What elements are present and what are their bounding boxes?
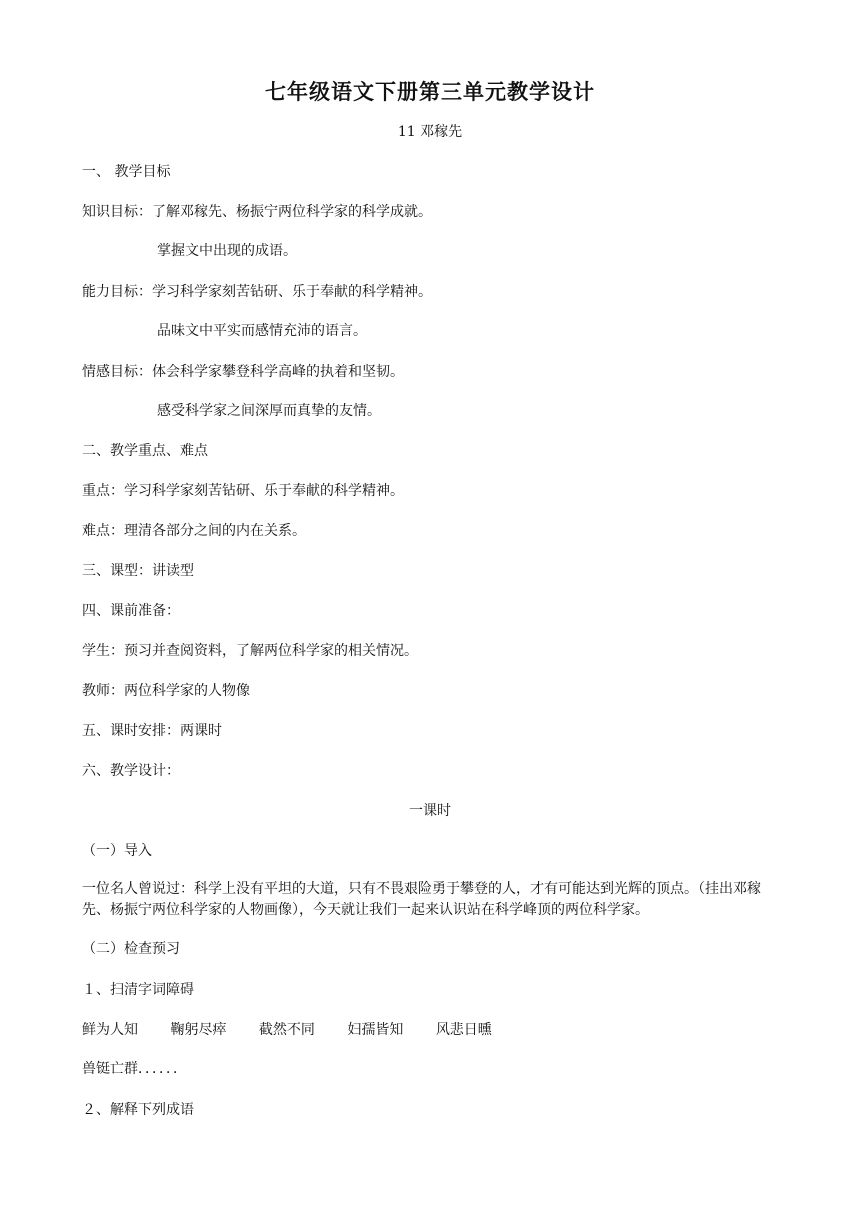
item-explain-idioms: ２、解释下列成语 bbox=[82, 1102, 194, 1118]
idiom-list bbox=[82, 1021, 520, 1039]
section-heading-schedule: 五、课时安排：两课时 bbox=[82, 723, 222, 739]
knowledge-goal: 知识目标：了解邓稼先、杨振宁两位科学家的科学成就。 bbox=[82, 204, 432, 220]
section-heading-objectives: 一、 教学目标 bbox=[82, 164, 171, 180]
idiom: 截然不同 bbox=[258, 1022, 315, 1038]
ability-goal: 能力目标：学习科学家刻苦钻研、乐于奉献的科学精神。 bbox=[82, 284, 432, 300]
item-vocabulary: １、扫清字词障碍 bbox=[82, 982, 194, 998]
idiom: 鲜为人知 bbox=[82, 1022, 138, 1038]
emotion-goal-2: 感受科学家之间深厚而真挚的友情。 bbox=[157, 403, 381, 419]
lesson-subtitle: 11 邓稼先 bbox=[397, 124, 463, 140]
section-heading-design: 六、教学设计： bbox=[82, 763, 180, 779]
lesson-one-heading: 一课时 bbox=[409, 803, 451, 819]
key-point: 重点：学习科学家刻苦钻研、乐于奉献的科学精神。 bbox=[82, 483, 404, 499]
intro-paragraph: 一位名人曾说过：科学上没有平坦的大道，只有不畏艰险勇于攀登的人，才有可能达到光辉的顶点。（挂出邓稼先、杨振宁两位科学家的人物画像），今天就让我们一起来认识站在科学峰顶的两位科学家。 bbox=[82, 881, 761, 918]
knowledge-goal-2: 掌握文中出现的成语。 bbox=[157, 243, 297, 259]
student-preparation: 学生：预习并查阅资料，了解两位科学家的相关情况。 bbox=[82, 643, 418, 659]
idiom: 鞠躬尽瘁 bbox=[170, 1022, 227, 1038]
intro-heading: （一）导入 bbox=[82, 843, 152, 859]
section-heading-key-points: 二、教学重点、难点 bbox=[82, 443, 208, 459]
idiom: 妇孺皆知 bbox=[347, 1022, 404, 1038]
document-title: 七年级语文下册第三单元教学设计 bbox=[265, 80, 595, 104]
idiom-last: 兽铤亡群．．．．．． bbox=[82, 1061, 187, 1077]
teacher-preparation: 教师：两位科学家的人物像 bbox=[82, 683, 250, 699]
section-heading-preparation: 四、课前准备： bbox=[82, 603, 180, 619]
difficult-point: 难点：理清各部分之间的内在关系。 bbox=[82, 523, 306, 539]
idiom: 风悲日曛 bbox=[435, 1022, 492, 1038]
preview-heading: （二）检查预习 bbox=[82, 941, 180, 957]
ability-goal-2: 品味文中平实而感情充沛的语言。 bbox=[157, 323, 367, 339]
section-heading-lesson-type: 三、课型：讲读型 bbox=[82, 563, 194, 579]
emotion-goal: 情感目标：体会科学家攀登科学高峰的执着和坚韧。 bbox=[82, 364, 404, 380]
